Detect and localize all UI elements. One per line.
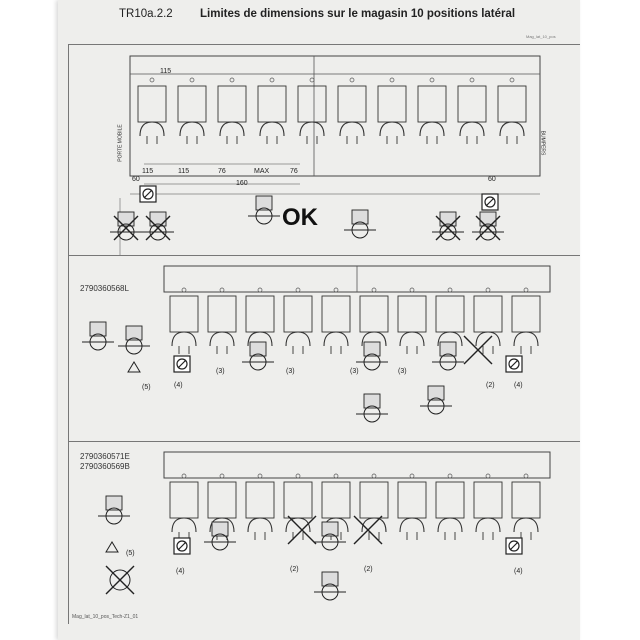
bolt-icon: [270, 78, 274, 82]
callout-label: (3): [350, 368, 359, 375]
bolt-icon: [296, 288, 300, 292]
dimension-label: 60: [488, 176, 496, 183]
dimension-label: 115: [178, 168, 190, 175]
tool-holder-icon: [242, 342, 274, 370]
stop-square-icon: [482, 194, 498, 210]
stop-square-icon: [506, 356, 522, 372]
bolt-icon: [334, 288, 338, 292]
bolt-icon: [448, 288, 452, 292]
bolt-icon: [230, 78, 234, 82]
pocket-row: [138, 78, 526, 144]
stop-square-icon: [140, 186, 156, 202]
bolt-icon: [150, 78, 154, 82]
tool-holder-icon: [344, 210, 376, 238]
panel-part-568L: [68, 256, 580, 442]
bolt-icon: [372, 288, 376, 292]
section-ref: TR10a.2.2: [119, 8, 173, 20]
bolt-icon: [486, 288, 490, 292]
side-left-label: PORTE MOBILE: [117, 124, 124, 162]
tool-holder-icon: [82, 322, 114, 350]
magazine-diagram-3: [68, 442, 580, 626]
tool-holder-icon: [432, 342, 464, 370]
callout-label: (5): [126, 550, 135, 557]
bolt-icon: [390, 78, 394, 82]
callout-label: (4): [514, 382, 523, 389]
callout-label: (3): [216, 368, 225, 375]
bolt-icon: [430, 78, 434, 82]
tool-holder-icon: [314, 572, 346, 600]
warning-icon: [128, 362, 140, 372]
bolt-icon: [350, 78, 354, 82]
callout-label: (5): [142, 384, 151, 391]
panel-ok-diagram: [68, 44, 580, 256]
stop-square-icon: [174, 538, 190, 554]
tool-pocket: [398, 288, 426, 354]
forbidden-cross-icon: [354, 516, 382, 544]
bolt-icon: [524, 474, 528, 478]
tool-pocket: [512, 474, 540, 540]
bolt-icon: [258, 288, 262, 292]
tool-pocket: [178, 78, 206, 144]
dimension-label: 60: [132, 176, 140, 183]
part-number: 2790360568L: [80, 284, 129, 293]
tool-pocket: [246, 474, 274, 540]
callout-label: (2): [364, 566, 373, 573]
tool-pocket: [458, 78, 486, 144]
page-header: [58, 0, 580, 44]
bolt-icon: [334, 474, 338, 478]
tool-pocket: [218, 78, 246, 144]
stop-square-icon: [506, 538, 522, 554]
bolt-icon: [470, 78, 474, 82]
tool-holder-icon: [98, 496, 130, 524]
forbidden-cross-icon: [288, 516, 316, 544]
tool-pocket: [322, 288, 350, 354]
tool-holder-icon: [356, 342, 388, 370]
bolt-icon: [310, 78, 314, 82]
callout-label: (3): [286, 368, 295, 375]
tool-pocket: [284, 474, 312, 540]
bolt-icon: [182, 474, 186, 478]
tool-pocket: [208, 288, 236, 354]
callout-label: (4): [174, 382, 183, 389]
tool-holder-icon: [248, 196, 280, 224]
bolt-icon: [448, 474, 452, 478]
stop-square-icon: [174, 356, 190, 372]
dimension-label: 115: [142, 168, 154, 175]
callout-label: (3): [398, 368, 407, 375]
tool-holder-icon: [356, 394, 388, 422]
bolt-icon: [220, 474, 224, 478]
dimension-label: 160: [236, 180, 248, 187]
bolt-icon: [258, 474, 262, 478]
document-page: [58, 0, 580, 640]
tool-pocket: [360, 474, 388, 540]
dimension-label: 115: [160, 68, 172, 75]
footer-ref: Mag_lat_10_pos_Tech-Z1_01: [72, 614, 139, 620]
bolt-icon: [510, 78, 514, 82]
tool-pocket: [138, 78, 166, 144]
tiny-code: Mag_lat_10_pos: [526, 34, 556, 39]
tool-pocket: [298, 78, 326, 144]
bolt-icon: [296, 474, 300, 478]
bolt-icon: [372, 474, 376, 478]
warning-icon: [106, 542, 118, 552]
page-title: Limites de dimensions sur le magasin 10 positions latéral: [200, 8, 516, 20]
forbidden-cross-icon: [464, 336, 492, 364]
tool-pocket: [170, 288, 198, 354]
tool-pocket: [498, 78, 526, 144]
dimension-label: 76: [218, 168, 226, 175]
dimension-label: 76: [290, 168, 298, 175]
callout-label: (4): [514, 568, 523, 575]
tool-pocket: [258, 78, 286, 144]
dimension-label: MAX: [254, 168, 270, 175]
bolt-icon: [486, 474, 490, 478]
magazine-top-diagram: [68, 44, 580, 256]
bolt-icon: [182, 288, 186, 292]
part-number-2: 2790360569B: [80, 462, 130, 471]
tool-pocket: [378, 78, 406, 144]
bolt-icon: [190, 78, 194, 82]
callout-label: (4): [176, 568, 185, 575]
tool-pocket: [418, 78, 446, 144]
panel-part-571E-569B: [68, 442, 580, 626]
bolt-icon: [410, 474, 414, 478]
tool-holder-icon: [204, 522, 236, 550]
tool-holder-icon: [420, 386, 452, 414]
tool-holder-icon: [118, 326, 150, 354]
tool-pocket: [338, 78, 366, 144]
part-number-1: 2790360571E: [80, 452, 130, 461]
sun-hazard-icon: [106, 566, 134, 594]
tool-pocket: [398, 474, 426, 540]
tool-pocket: [474, 288, 502, 354]
tool-pocket: [436, 474, 464, 540]
tool-pocket: [170, 474, 198, 540]
ok-label: OK: [282, 204, 318, 231]
tool-pocket: [284, 288, 312, 354]
bolt-icon: [220, 288, 224, 292]
bolt-icon: [410, 288, 414, 292]
tool-pocket: [512, 288, 540, 354]
callout-label: (2): [486, 382, 495, 389]
callout-label: (2): [290, 566, 299, 573]
tool-pocket: [474, 474, 502, 540]
bolt-icon: [524, 288, 528, 292]
magazine-diagram-2: [68, 256, 580, 442]
side-right-label: BUMPERS: [539, 130, 546, 156]
